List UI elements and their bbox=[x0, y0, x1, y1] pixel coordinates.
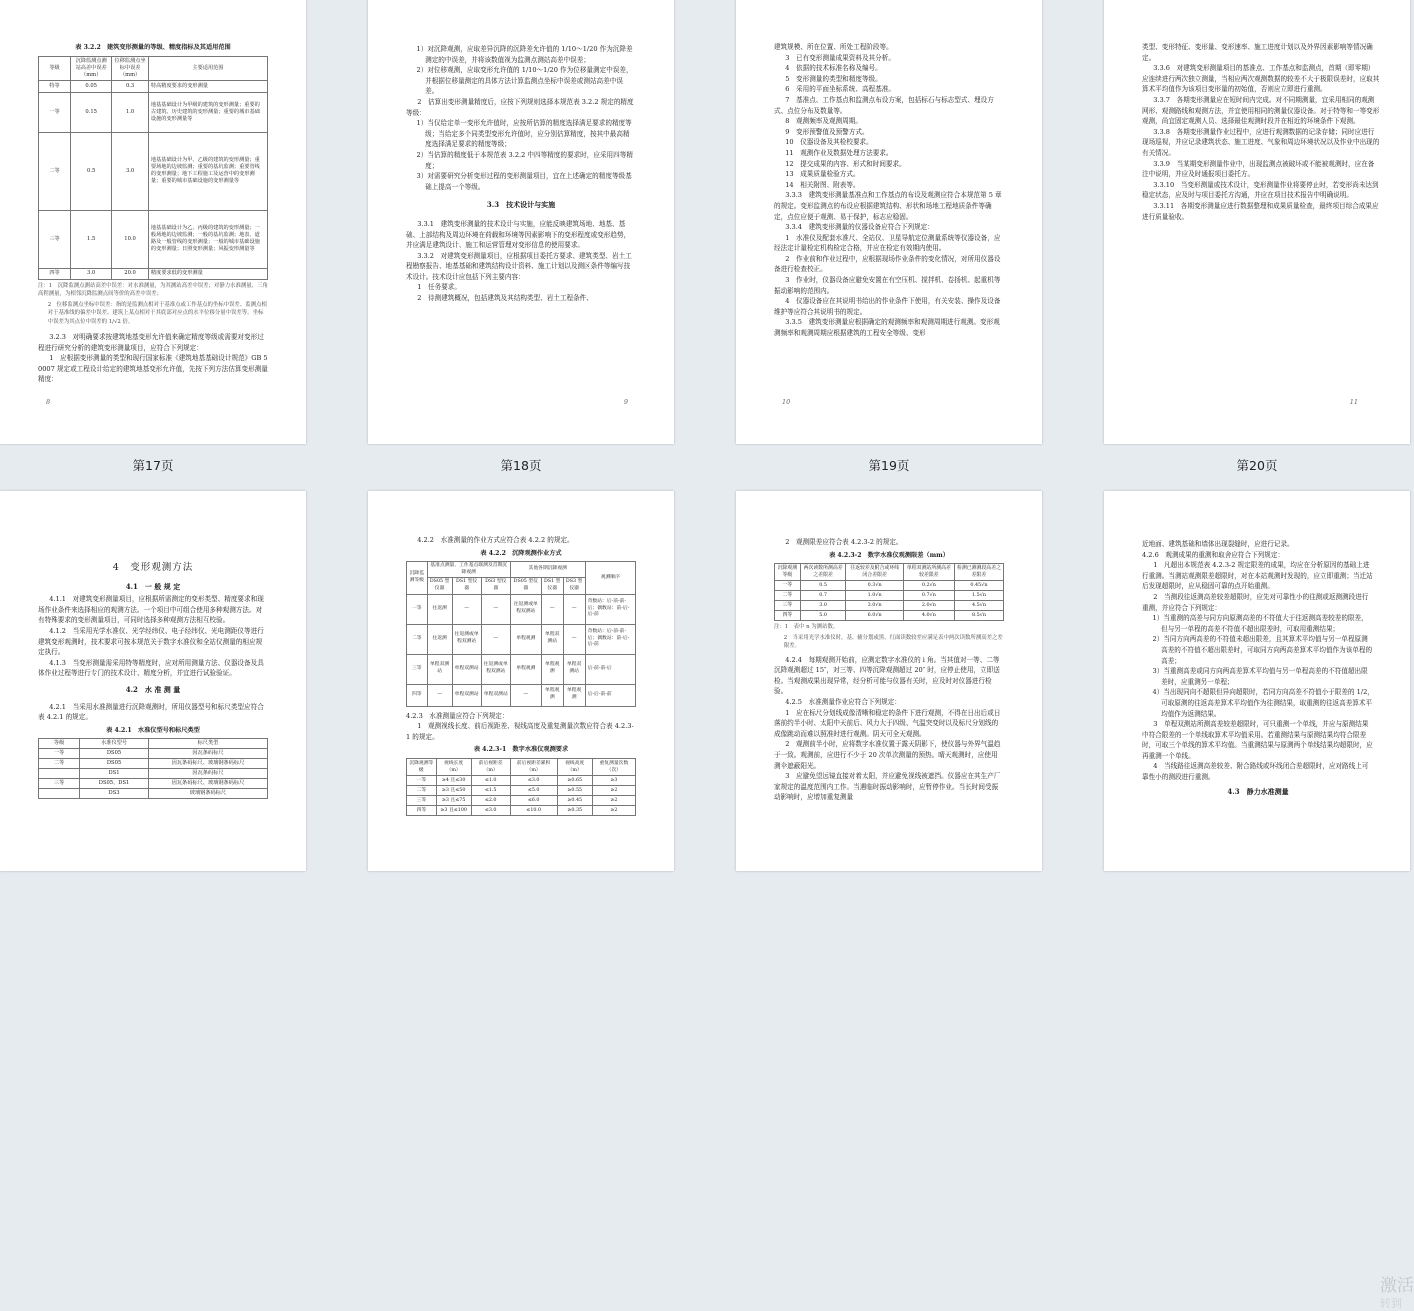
table-cell: — bbox=[481, 624, 510, 654]
table-cell: — bbox=[563, 594, 585, 624]
table-cell: 特等 bbox=[39, 80, 71, 92]
table-cell: 一等 bbox=[407, 594, 428, 624]
table-cell: 往返测或单程双测站 bbox=[510, 594, 541, 624]
table-cell: 三等 bbox=[39, 779, 80, 789]
table-cell: 二等 bbox=[407, 785, 437, 795]
paragraph: 4.2.4 每期观测开始前，应测定数字水准仪的 i 角。当其值对一等、二等沉降观测超过 15″，对三等、四等沉降观测超过 20″ 时，应停止使用，立即送检。当观测成果出现异常，经分析可能与仪器有关时，应及时对仪器进行检验。 bbox=[774, 655, 1000, 696]
table-cell: 因瓦条码标尺、玻璃钢条码标尺 bbox=[148, 759, 267, 769]
table-cell: 二等 bbox=[39, 759, 80, 769]
table-cell: 后-前-前-后 bbox=[585, 654, 635, 684]
table-cell: ≥0.65 bbox=[557, 775, 592, 785]
section-heading: 3.3 技术设计与实施 bbox=[486, 200, 556, 210]
paragraph: 3 应避免望远镜直接对着太阳，并应避免视线被遮挡。仪器应在其生产厂家规定的温度范围内工作。当遇临时振动影响时，应暂停作业。当长时间受振动影响时，应增加重复测量 bbox=[774, 772, 1001, 802]
table-cell: 一等 bbox=[775, 581, 801, 591]
table-cell: 3.0 bbox=[800, 601, 846, 611]
paragraph: 近地面、建筑基础和墙体出现裂缝时，应进行记录。 bbox=[1142, 540, 1294, 548]
table-note: 2 位移监测点坐标中误差：指的是监测点相对于基准点或工作基点的坐标中误差、监测点相对于基准线的偏差中误差、建筑上某点相对于其底部对应点的水平位移分量中误差等。坐标中误差为其点位中误差的 1/√2 倍。 bbox=[47, 301, 267, 325]
paragraph: 3.2.3 对明确要求按建筑地基变形允许值来确定精度等级或需要对变形过程进行研究分析的建筑变形测量项目，应符合下列规定： bbox=[38, 333, 264, 352]
table-cell: ≤2.0 bbox=[471, 795, 510, 805]
table-cell: — bbox=[510, 684, 541, 706]
paragraph: 2）对位移观测，应取变形允许值的 1/10～1/20 作为位移量测定中误差，并根据位移量测定的具体方法计算监测点坐标中误差或测站高差中误差。 bbox=[416, 66, 633, 96]
table-cell: DS1 bbox=[80, 769, 149, 779]
table-cell: 1.5 bbox=[71, 210, 112, 268]
table-note: 2 当采用光学水准仪时，基、辅分划或黑、红面读数较差应满足表中两次读数所测高差之差限差。 bbox=[783, 634, 1003, 650]
table-header: 前后视距差累积（m） bbox=[510, 758, 557, 775]
paragraph: 2 待测建筑概况，包括建筑及其结构类型、岩土工程条件、 bbox=[417, 294, 593, 303]
data-table bbox=[38, 738, 268, 799]
table-cell: ≥2 bbox=[592, 805, 635, 815]
table-cell: 单程观测 bbox=[541, 654, 563, 684]
table-header: 水准仪型号 bbox=[80, 739, 149, 749]
watermark-line: 转到 bbox=[1380, 1297, 1402, 1310]
table-cell: 10.0 bbox=[112, 210, 149, 268]
table-cell: 因瓦条码标尺 bbox=[148, 749, 267, 759]
paragraph: 3.3.10 当变形测量或技术设计，变形测量作业将要停止时，若变形尚未达到稳定状态，应及时与项目委托方沟通，并应在项目技术报告中明确说明。 bbox=[1142, 180, 1379, 200]
paragraph: 3 单程双测站所测高差较差超限时，可只重测一个单线，并应与原测结果中符合限差的一个单线取算术平均值采用。若重测结果与原测结果均符合限差时，可取三个单线的算术平均值。当重测结果与原测两个单线结果均超限时，应再重测一个单线。 bbox=[1142, 720, 1373, 760]
table-caption: 表 4.2.1 水准仪型号和标尺类型 bbox=[106, 726, 200, 734]
table-cell: — bbox=[541, 594, 563, 624]
table-cell: ≤3.0 bbox=[471, 805, 510, 815]
table-cell: 二等 bbox=[39, 132, 71, 210]
paragraph: 5 变形测量的类型和精度等级。 bbox=[785, 74, 882, 83]
paragraph: 3.3.2 对建筑变形测量项目，应根据项目委托方要求、建筑类型、岩土工程勘察报告、地基基础和建筑结构设计资料、施工计划以及测区条件等编写技术设计。技术设计应包括下列主要内容： bbox=[406, 251, 632, 281]
paragraph: 3.3.6 对建筑变形测量项目的基准点、工作基点和监测点，首期（即零期）应连续进行两次独立测量，当相应两次观测数据的较差不大于极限误差时，应取其算术平均值作为该项目变形量的初始值，否则应立即进行重测。 bbox=[1142, 64, 1380, 94]
table-cell: 0.05 bbox=[71, 80, 112, 92]
page-thumbnail-17[interactable] bbox=[0, 0, 306, 444]
table-cell: 往返测或单程双测站 bbox=[481, 654, 510, 684]
table-header: 前后视距差（m） bbox=[471, 758, 510, 775]
page-number: 9 bbox=[623, 398, 628, 407]
page-thumbnail-24[interactable] bbox=[1104, 491, 1414, 1310]
table-cell: 0.15 bbox=[71, 92, 112, 132]
paragraph: 2 估算出变形测量精度后，应按下列规则选择本规范表 3.2.2 规定的精度等级： bbox=[406, 97, 634, 117]
table-header: DS1 型仪器 bbox=[452, 578, 481, 594]
paragraph: 4 依据的技术标准名称及编号。 bbox=[785, 64, 882, 73]
paragraph: 1 任务要求。 bbox=[417, 283, 461, 292]
table-cell: 往返测 bbox=[427, 624, 452, 654]
table-cell: 单程双测站 bbox=[452, 654, 481, 684]
table-cell: 0.5 bbox=[800, 581, 846, 591]
table-header: DS05 型仪器 bbox=[427, 578, 452, 594]
table-caption: 表 3.2.2 建筑变形测量的等级、精度指标及其适用范围 bbox=[75, 44, 231, 51]
paragraph: 2 观测限差应符合表 4.2.3-2 的规定。 bbox=[785, 538, 903, 546]
table-cell: ≥3 且≤50 bbox=[436, 785, 471, 795]
table-cell: ≥0.35 bbox=[557, 805, 592, 815]
table-caption: 表 4.2.3-1 数字水准仪观测要求 bbox=[473, 746, 569, 754]
table-header: 沉降监测点测站高差中误差（mm） bbox=[71, 56, 112, 80]
table-cell: 20.0 bbox=[112, 268, 149, 279]
table-header: 两次读数所测高差之差限差 bbox=[800, 564, 846, 581]
table-cell: — bbox=[481, 594, 510, 624]
paragraph: 2）当估算的精度低于本规范表 3.2.2 中四等精度的要求时，应采用四等精度； bbox=[416, 150, 633, 170]
data-table bbox=[38, 56, 268, 280]
page-thumbnail-22[interactable] bbox=[368, 491, 674, 871]
table-header: 主要适用范围 bbox=[148, 56, 267, 80]
table-cell: 1.5√n bbox=[954, 591, 1003, 601]
table-header: 位移监测点坐标中误差（mm） bbox=[112, 56, 149, 80]
table-cell: 地基基础设计为乙、丙级的建筑的变形测量；一般场地的边坡监测；一般的基坑监测；地表、道路及一般管线的变形测量；一般的城市基础设施的变形测量；日照变形测量；风振变形测量等 bbox=[148, 210, 267, 268]
table-cell: 三等 bbox=[39, 210, 71, 268]
paragraph: 4.2.6 观测成果的重测和取舍应符合下列规定： bbox=[1142, 550, 1285, 559]
data-table bbox=[406, 758, 636, 816]
table-cell: 5.0 bbox=[800, 611, 846, 621]
table-header: 沉降观测等级 bbox=[775, 564, 801, 581]
paragraph: 10 仪器设备及其检校要求。 bbox=[785, 138, 873, 147]
table-header: 标尺类型 bbox=[148, 739, 267, 749]
table-header: 等级 bbox=[39, 739, 80, 749]
table-cell: ≥3 bbox=[592, 775, 635, 785]
paragraph: 4.2.2 水准测量的作业方式应符合表 4.2.2 的规定。 bbox=[417, 536, 574, 544]
table-header: 视线高度（m） bbox=[557, 758, 592, 775]
table-cell: 3.0 bbox=[112, 132, 149, 210]
page-number: 8 bbox=[46, 398, 51, 407]
table-cell: 4.0√n bbox=[903, 611, 954, 621]
data-table bbox=[774, 563, 1004, 621]
paragraph: 3.3.3 建筑变形测量基准点和工作基点的布设及观测应符合本规范第 5 章的规定。变形监测点的布设应根据建筑结构、形状和场地工程地质条件等确定，点位应便于观测、易于保护，标志应稳固。 bbox=[774, 191, 1002, 221]
table-cell: ≤1.5 bbox=[471, 785, 510, 795]
paragraph: 4.1.1 对建筑变形测量项目，应根据所需测定的变形类型、精度要求和现场作业条件来选择相应的观测方法。一个项目中可组合使用多种观测方法。对有特殊要求的变形测量项目，可同时选择多种观测方法相互校验。 bbox=[38, 595, 264, 625]
table-cell: 4.5√n bbox=[954, 601, 1003, 611]
table-cell: ≥3 且≤75 bbox=[436, 795, 471, 805]
paragraph: 类型、变形特征、变形量、变形速率、施工进度计划以及外界因素影响等情况确定。 bbox=[1142, 43, 1373, 62]
table-header: 等级 bbox=[39, 56, 71, 80]
table-header: 视线长度（m） bbox=[436, 758, 471, 775]
paragraph: 9 变形预警值及预警方式。 bbox=[785, 127, 869, 136]
paragraph: 3）当重测高差或同方向两高差算术平均值与另一单程高差的不符值超出限差时，应重测另一单程； bbox=[1152, 667, 1368, 686]
paragraph: 1）当重测的高差与同方向原测高差的不符值大于往返测高差较差的限差，但与另一单程的高差不符值不超出限差时，可取用重测结果； bbox=[1152, 614, 1368, 633]
table-caption: 表 4.2.3-2 数字水准仪观测限差（mm） bbox=[829, 551, 949, 559]
paragraph: 3.3.5 建筑变形测量应根据确定的观测频率和观测周期进行观测。变形观测频率和观测周期应根据建筑的工程安全等级、变形 bbox=[774, 318, 1000, 338]
table-cell: ≥0.45 bbox=[557, 795, 592, 805]
table-cell: ≤5.0 bbox=[510, 785, 557, 795]
paragraph: 1 凡超出本规范表 4.2.3-2 规定限差的成果，均应在分析原因的基础上进行重测。当测站观测限差超限时，对在本站观测时发现的，应立即重测；当迁站后发现超限时，应从稳固可靠的点开始重测。 bbox=[1142, 561, 1373, 591]
table-cell bbox=[39, 769, 80, 779]
paragraph: 4.1.2 当采用光学水准仪、光学经纬仪、电子经纬仪、光电测距仪等进行建筑变形观测时，技术要求可按本规范关于数字水准仪和全站仪测量的相应规定执行。 bbox=[38, 626, 264, 657]
paragraph: 1 水准仪及配套水准尺、全站仪、卫星导航定位测量系统等仪器设备，应经法定计量检定机构检定合格，并应在检定有效期内使用。 bbox=[774, 233, 1001, 253]
table-cell: 一等 bbox=[407, 775, 437, 785]
table-cell: 奇数站：后-前-前-后；偶数站：前-后-后-前 bbox=[585, 594, 635, 624]
paragraph: 12 提交成果的内容、形式和时间要求。 bbox=[785, 159, 906, 168]
table-cell: 一等 bbox=[39, 92, 71, 132]
table-cell: 一等 bbox=[39, 749, 80, 759]
table-caption: 表 4.2.2 沉降观测作业方式 bbox=[480, 549, 562, 557]
paragraph: 3.3.9 当某期变形测量作业中，出现监测点被破坏或不能被观测时，应在备注中说明，并应及时通报项目委托方。 bbox=[1142, 159, 1375, 179]
table-cell: 二等 bbox=[407, 624, 428, 654]
paragraph: 4.2.5 水准测量作业应符合下列规定： bbox=[785, 698, 901, 707]
table-cell: 后-后-前-前 bbox=[585, 684, 635, 706]
table-cell: ≤10.0 bbox=[510, 805, 557, 815]
data-table bbox=[406, 561, 636, 706]
table-header: 观测顺序 bbox=[585, 562, 635, 594]
table-cell: ≥4 且≤30 bbox=[436, 775, 471, 785]
table-cell: 0.3 bbox=[112, 80, 149, 92]
paragraph: 3.3.7 各期变形测量应在短时间内完成。对不同期测量，宜采用相同的观测网形、观测路线和观测方法，并宜使用相同的测量仪器设备。对于特等和一等变形观测，尚宜固定观测人员、选择最佳观测时段并在相近的环境条件下观测。 bbox=[1142, 95, 1380, 126]
paragraph: 1 观测视线长度、前后视距差、视线高度及重复测量次数应符合表 4.2.3-1 的规定。 bbox=[406, 722, 634, 741]
table-cell: 往返测 bbox=[427, 594, 452, 624]
paragraph: 3.3.8 各期变形测量作业过程中，应进行观测数据的记录存储；同时应进行现场巡视，并应记录建筑状态、施工进度、气象和周边环境状况以及作业中出现的有关情况。 bbox=[1142, 127, 1380, 157]
table-cell: 单程观测 bbox=[510, 654, 541, 684]
table-cell: 因瓦条码标尺 bbox=[148, 769, 267, 779]
activation-watermark bbox=[1380, 1275, 1414, 1311]
table-header: 往返较差及附合或环线闭合差限差 bbox=[846, 564, 903, 581]
paragraph: 3.3.11 各期变形测量应进行数据整理和成果质量检查，最终项目综合成果应进行质量验收。 bbox=[1142, 201, 1379, 221]
table-cell: ≥2 bbox=[592, 795, 635, 805]
table-cell bbox=[39, 789, 80, 799]
table-cell: — bbox=[563, 624, 585, 654]
paragraph: 3 作业时，仪器设备应避免安置在有空压机、搅拌机、卷扬机、起重机等振动影响的范围内。 bbox=[774, 276, 1001, 295]
paragraph: 3.3.4 建筑变形测量的仪器设备应符合下列规定： bbox=[785, 223, 934, 232]
paragraph: 13 成果质量检验方式。 bbox=[785, 170, 860, 179]
paragraph: 4 仪器设备应在其说明书给出的作业条件下使用，有关安装、操作及设备维护等应符合其说明书的规定。 bbox=[774, 297, 1001, 316]
table-cell: 8.5√n bbox=[954, 611, 1003, 621]
table-cell: ≥3 且≤100 bbox=[436, 805, 471, 815]
table-cell: 二等 bbox=[775, 591, 801, 601]
paragraph: 14 相关附图、附表等。 bbox=[785, 180, 860, 189]
table-cell: DS05 bbox=[80, 759, 149, 769]
table-cell: 单程双测站 bbox=[427, 654, 452, 684]
page-label[interactable]: 第20页 bbox=[1236, 458, 1278, 473]
table-cell: 精度要求低的变形测量 bbox=[148, 268, 267, 279]
table-cell: 往返测或单程双测站 bbox=[452, 624, 481, 654]
table-cell: 四等 bbox=[775, 611, 801, 621]
table-cell: 0.3√n bbox=[846, 581, 903, 591]
table-cell: ≤6.0 bbox=[510, 795, 557, 805]
paragraph: 7 基准点、工作基点和监测点布设方案，包括标石与标志型式、埋设方式、点位分布及数量等。 bbox=[774, 95, 994, 115]
paragraph: 4.1.3 当变形测量需采用特等精度时，应对所用测量方法、仪器设备及具体作业过程等进行专门的技术设计、精度分析，并宜进行试验验证。 bbox=[38, 658, 264, 678]
table-header: 沉降监测等级 bbox=[407, 562, 428, 594]
table-cell: 单程双测站 bbox=[563, 654, 585, 684]
table-header: 沉降观测等级 bbox=[407, 758, 437, 775]
table-cell: 三等 bbox=[407, 795, 437, 805]
paragraph: 8 观测频率及观测周期。 bbox=[785, 117, 862, 126]
table-cell: DS05 bbox=[80, 749, 149, 759]
paragraph: 11 观测作业及数据处理方法要求。 bbox=[785, 148, 893, 157]
table-cell: 奇数站：后-前-前-后；偶数站：前-后-后-前 bbox=[585, 624, 635, 654]
paragraph: 4 当线路往返测高差较差、附合路线或环线闭合差超限时，应对路线上可靠性小的测段进行重测。 bbox=[1142, 762, 1369, 782]
table-cell: 1.0 bbox=[112, 92, 149, 132]
paragraph: 1 应在标尺分划线成像清晰和稳定的条件下进行观测，不得在日出后或日落前约半小时、太阳中天前后、风力大于四级、气温突变时以及标尺分划线的成像跳动而难以照准时进行观测。阴天可全天观测。 bbox=[774, 708, 1001, 738]
paragraph: 1）对沉降观测，应取差异沉降的沉降差允许值的 1/10～1/20 作为沉降差测定的中误差，并将该数值视为监测点测站高差中误差； bbox=[416, 45, 633, 64]
paragraph: 4）当出现同向不超限但异向超限时，若同方向高差不符值小于限差的 1/2，可取原测的往返高差算术平均值作为往测结果，取重测的往返高差算术平均值作为返测结果。 bbox=[1152, 688, 1374, 718]
table-cell: ≤3.0 bbox=[510, 775, 557, 785]
table-header: 重复测量次数（次） bbox=[592, 758, 635, 775]
table-cell: 0.7 bbox=[800, 591, 846, 601]
table-cell: 6.0√n bbox=[846, 611, 903, 621]
paragraph: 2）当同方向两高差的不符值未超出限差，且其算术平均值与另一单程原测高差的不符值不超出限差时，可取同方向两高差算术平均值作为该单程的高差； bbox=[1152, 635, 1373, 665]
paragraph: 2 当测段往返测高差较差超限时，应先对可靠性小的往测或返测测段进行重测，并应符合下列规定： bbox=[1142, 592, 1369, 612]
paragraph: 2 观测前半小时，应将数字水准仪置于露天阴影下，使仪器与外界气温趋于一致。观测前，应进行不少于 20 次单次测量的预热。晴天观测时，应使用测伞遮蔽阳光。 bbox=[774, 740, 1001, 770]
table-cell: 0.5 bbox=[71, 132, 112, 210]
table-cell: 3.0 bbox=[71, 268, 112, 279]
page-label[interactable]: 第17页 bbox=[132, 458, 174, 473]
table-cell: 地基基础设计为甲、乙级的建筑的变形测量；重要场地的边坡监测；重要的基坑监测；重要管线的变形测量；地下工程施工及运营中的变形测量；重要的城市基础设施的变形测量等 bbox=[148, 132, 267, 210]
table-cell: 三等 bbox=[407, 654, 428, 684]
table-cell: 单程双测站 bbox=[481, 684, 510, 706]
page-thumbnail-23[interactable] bbox=[736, 491, 1042, 871]
table-cell: 0.7√n bbox=[903, 591, 954, 601]
table-cell: 3.0√n bbox=[846, 601, 903, 611]
table-cell: ≥2 bbox=[592, 785, 635, 795]
table-cell: 0.45√n bbox=[954, 581, 1003, 591]
page-thumbnail-18[interactable] bbox=[368, 0, 674, 444]
table-header: DS05 型仪器 bbox=[510, 578, 541, 594]
table-cell: — bbox=[427, 684, 452, 706]
table-cell: 三等 bbox=[775, 601, 801, 611]
chapter-title: 4 变形观测方法 bbox=[112, 562, 194, 573]
table-cell: 四等 bbox=[39, 268, 71, 279]
paragraph: 3.3.1 建筑变形测量的技术设计与实施，应能反映建筑场地、地基、基础、上部结构及周边环境在荷载和环境等因素影响下的变形程度或变形趋势，并应满足建筑设计、施工和运营管理对变形信息的使用要求。 bbox=[406, 219, 631, 250]
table-cell: 单程双测站 bbox=[452, 684, 481, 706]
table-cell: — bbox=[452, 594, 481, 624]
table-header: 单程双测站所测高差较差限差 bbox=[903, 564, 954, 581]
table-cell: 四等 bbox=[407, 684, 428, 706]
table-cell: 单程双测站 bbox=[541, 624, 563, 654]
table-cell: 地基基础设计为甲级的建筑的变形测量；重要的古建筑、历史建筑的变形测量；重要的城市基础设施的变形测量等 bbox=[148, 92, 267, 132]
table-cell: 单程观测 bbox=[510, 624, 541, 654]
page-thumbnail-19[interactable] bbox=[736, 0, 1042, 444]
paragraph: 4.2.3 水准测量应符合下列规定： bbox=[406, 711, 509, 720]
page-number: 10 bbox=[782, 398, 791, 407]
table-cell: 2.0√n bbox=[903, 601, 954, 611]
paragraph: 3 已有变形测量成果资料及其分析。 bbox=[785, 53, 895, 62]
paragraph: 3）对需要研究分析变形过程的变形测量项目，宜在上述确定的精度等级基础上提高一个等级。 bbox=[416, 172, 632, 191]
paragraph: 1）当仅给定单一变形允许值时，应按所估算的精度选择满足要求的精度等级；当给定多个同类型变形允许值时，应分别估算精度，按其中最高精度选择满足要求的精度等级； bbox=[416, 119, 632, 149]
table-note: 注：1 沉降监测点测站高差中误差：对水准测量，为其测站高差中误差；对静力水准测量、三角高程测量，为相邻沉降监测点间等价的高差中误差； bbox=[38, 282, 268, 298]
table-cell: 特高精度要求的变形测量 bbox=[148, 80, 267, 92]
table-header: DS3 型仪器 bbox=[563, 578, 585, 594]
table-cell: 单程观测 bbox=[541, 684, 563, 706]
table-cell: DS3 bbox=[80, 789, 149, 799]
paragraph: 1 应根据变形测量的类型和现行国家标准《建筑地基基础设计规范》GB 50007 规定或工程设计给定的建筑地基变形允许值，先按下列方法估算变形测量精度： bbox=[38, 354, 268, 384]
page-number: 11 bbox=[1349, 398, 1358, 407]
table-header: 其他各期沉降观测 bbox=[510, 562, 585, 578]
table-cell: 0.2√n bbox=[903, 581, 954, 591]
table-cell: DS05、DS1 bbox=[80, 779, 149, 789]
table-header: 基准点测量、工作基点联测及首期沉降观测 bbox=[427, 562, 510, 578]
paragraph: 4.2.1 当采用水准测量进行沉降观测时，所用仪器型号和标尺类型应符合表 4.2.1 的规定。 bbox=[38, 702, 264, 722]
paragraph: 2 作业前和作业过程中，应根据现场作业条件的变化情况，对所用仪器设备进行检查校正。 bbox=[774, 254, 1001, 274]
table-header: 检测已测测段高差之差限差 bbox=[954, 564, 1003, 581]
table-cell: ≤1.0 bbox=[471, 775, 510, 785]
watermark-line: 激活 bbox=[1380, 1276, 1414, 1296]
page-label[interactable]: 第19页 bbox=[868, 458, 910, 473]
table-cell: 1.0√n bbox=[846, 591, 903, 601]
page-thumbnail-21[interactable] bbox=[0, 491, 306, 871]
section-heading: 4.2 水 准 测 量 bbox=[125, 684, 181, 694]
table-cell: 四等 bbox=[407, 805, 437, 815]
section-heading: 4.3 静力水准测量 bbox=[1227, 786, 1289, 796]
table-cell: 玻璃钢条码标尺 bbox=[148, 789, 267, 799]
page-thumbnail-20[interactable] bbox=[1104, 0, 1410, 444]
paragraph: 6 采用的平面坐标系统、高程基准。 bbox=[785, 85, 895, 94]
table-header: DS1 型仪器 bbox=[541, 578, 563, 594]
table-cell: 因瓦条码标尺、玻璃钢条码标尺 bbox=[148, 779, 267, 789]
table-cell: 单程观测 bbox=[563, 684, 585, 706]
page-label[interactable]: 第18页 bbox=[500, 458, 542, 473]
table-note: 注：1 表中 n 为测站数。 bbox=[774, 624, 839, 631]
paragraph: 建筑规模、所在位置、所处工程阶段等。 bbox=[774, 43, 893, 51]
section-heading: 4.1 一 般 规 定 bbox=[125, 581, 181, 591]
table-header: DS3 型仪器 bbox=[481, 578, 510, 594]
table-cell: ≥0.55 bbox=[557, 785, 592, 795]
